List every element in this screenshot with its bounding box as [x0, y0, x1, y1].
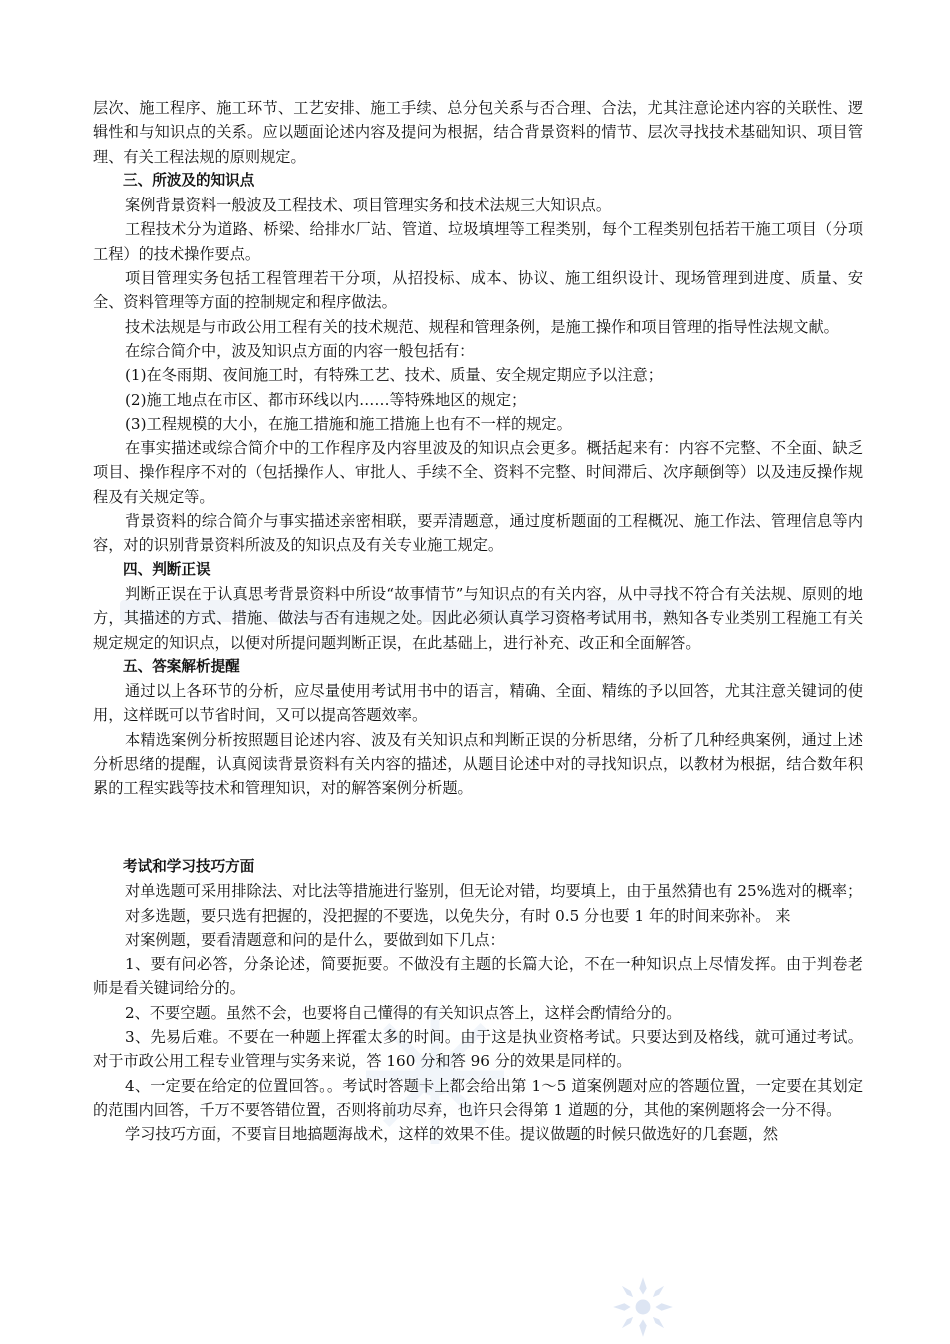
section-heading: 四、判断正误	[123, 560, 211, 578]
paragraph: 背景资料的综合简介与事实描述亲密相联，要弄清题意，通过度析题面的工程概况、施工作法、管理信息等内容，对的识别背景资料所波及的知识点及有关专业施工规定。	[93, 512, 863, 555]
paragraph: 4、一定要在给定的位置回答。。考试时答题卡上都会给出第 1～5 道案例题对应的答题位置，一定要在其划定的范围内回答，千万不要答错位置，否则将前功尽弃，也许只会得第 1 道题的分，其他的案例题将会一分不得。	[93, 1076, 863, 1119]
paragraph: (3)工程规模的大小，在施工措施和施工措施上也有不一样的规定。	[125, 414, 572, 433]
paragraph-gap	[93, 816, 863, 840]
section-heading: 三、所波及的知识点	[123, 171, 255, 189]
paragraph: (1)在冬雨期、夜间施工时，有特殊工艺、技术、质量、安全规定期应予以注意；	[125, 366, 663, 385]
paragraph: 层次、施工程序、施工环节、工艺安排、施工手续、总分包关系与否合理、合法，尤其注意论述内容的关联性、逻辑性和与知识点的关系。应以题面论述内容及提问为根据，结合背景资料的情节、层次寻找技术基础知识、项目管理、有关工程法规的原则规定。	[93, 99, 863, 166]
paragraph: 对单选题可采用排除法、对比法等措施进行鉴别，但无论对错，均要填上，由于虽然猜也有 25%选对的概率；	[125, 882, 863, 901]
paragraph: 本精选案例分析按照题目论述内容、波及有关知识点和判断正误的分析思绪，分析了几种经典案例，通过上述分析思绪的提醒，认真阅读背景资料有关内容的描述，从题目论述中对的寻找知识点，以教材为根据，结合数年积累的工程实践等技术和管理知识，对的解答案例分析题。	[93, 730, 863, 798]
paragraph: 2、不要空题。虽然不会，也要将自己懂得的有关知识点答上，这样会酌情给分的。	[125, 1003, 682, 1022]
paragraph: 工程技术分为道路、桥梁、给排水厂站、管道、垃圾填埋等工程类别，每个工程类别包括若干施工项目（分项工程）的技术操作要点。	[93, 220, 863, 263]
paragraph: 对多选题，要只选有把握的，没把握的不要选，以免失分，有时 0.5 分也要 1 年的时间来弥补。 来	[125, 906, 791, 925]
section-heading: 考试和学习技巧方面	[123, 857, 255, 875]
paragraph: 在事实描述或综合简介中的工作程序及内容里波及的知识点会更多。概括起来有：内容不完整、不全面、缺乏项目、操作程序不对的（包括操作人、审批人、手续不全、资料不完整、时间滞后、次序颠倒等）以及违反操作规程及有关规定等。	[93, 439, 863, 506]
paragraph: 技术法规是与市政公用工程有关的技术规范、规程和管理条例，是施工操作和项目管理的指导性法规文献。	[125, 317, 839, 336]
paragraph: 项目管理实务包括工程管理若干分项，从招投标、成本、协议、施工组织设计、现场管理到进度、质量、安全、资料管理等方面的控制规定和程序做法。	[93, 269, 863, 312]
paragraph: 1、要有问必答，分条论述，简要扼要。不做没有主题的长篇大论，不在一种知识点上尽情发挥。由于判卷老师是看关键词给分的。	[93, 955, 863, 998]
paragraph: 3、先易后难。不要在一种题上挥霍太多的时间。由于这是执业资格考试。只要达到及格线，就可通过考试。对于市政公用工程专业管理与实务来说，答 160 分和答 96 分的效果是同样的。	[93, 1028, 863, 1071]
paragraph: (2)施工地点在市区、都市环线以内……等特殊地区的规定；	[125, 390, 527, 409]
paragraph: 对案例题，要看清题意和问的是什么，要做到如下几点：	[125, 930, 505, 949]
paragraph: 案例背景资料一般波及工程技术、项目管理实务和技术法规三大知识点。	[125, 196, 611, 215]
section-heading: 五、答案解析提醒	[123, 657, 240, 675]
paragraph: 通过以上各环节的分析，应尽量使用考试用书中的语言，精确、全面、精练的予以回答，尤其注意关键词的使用，这样既可以节省时间，又可以提高答题效率。	[93, 682, 863, 725]
snowflake-logo-icon	[612, 1276, 674, 1338]
paragraph: 学习技巧方面，不要盲目地搞题海战术，这样的效果不佳。提议做题的时候只做选好的几套题，然	[125, 1125, 779, 1144]
paragraph: 在综合简介中，波及知识点方面的内容一般包括有：	[125, 341, 475, 360]
document-page	[93, 96, 863, 1147]
paragraph: 判断正误在于认真思考背景资料中所设“故事情节”与知识点的有关内容，从中寻找不符合有关法规、原则的地方，其描述的方式、措施、做法与否有违规之处。因此必须认真学习资格考试用书，熟知各专业类别工程施工有关规定规定的知识点，以便对所提问题判断正误，在此基础上，进行补充、改正和全面解答。	[93, 584, 863, 652]
